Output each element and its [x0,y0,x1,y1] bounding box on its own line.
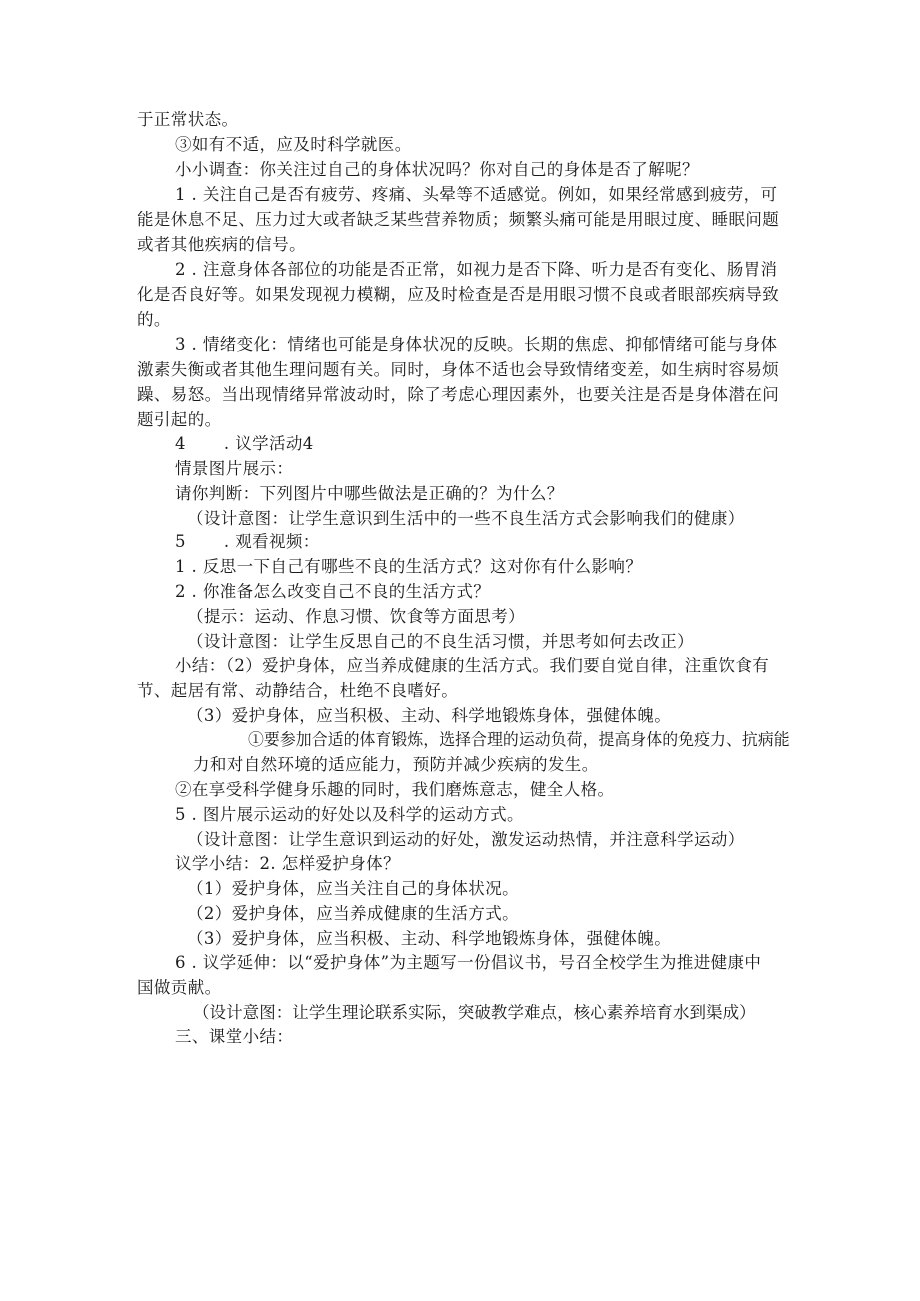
text-line: （3）爱护身体，应当积极、主动、科学地锻炼身体，强健体魄。 [187,706,672,725]
list-number: 4 [175,434,186,453]
text-line: 于正常状态。 [137,110,239,129]
text-line: （3）爱护身体，应当积极、主动、科学地锻炼身体，强健体魄。 [187,929,672,948]
text-line: 2 . 注意身体各部位的功能是否正常，如视力是否下降、听力是否有变化、肠胃消 [175,260,778,279]
text-line: 题引起的。 [137,410,222,429]
text-line [175,530,320,554]
text-line: （设计意图：让学生理论联系实际，突破教学难点，核心素养培育水到渠成） [193,1003,756,1022]
text-line: 5 . 图片展示运动的好处以及科学的运动方式。 [175,805,524,824]
text-line: （1）爱护身体，应当关注自己的身体状况。 [187,879,519,898]
text-line: 议学小结：2. 怎样爱护身体？ [175,854,400,873]
text-line: 激素失衡或者其他生理问题有关。同时，身体不适也会导致情绪变差，如生病时容易烦 [137,360,780,379]
text-line: 1 . 关注自己是否有疲劳、疼痛、头晕等不适感觉。例如，如果经常感到疲劳，可 [175,185,778,204]
text-line: 情景图片展示： [175,459,294,478]
text-line: 1 . 反思一下自己有哪些不良的生活方式？这对你有什么影响？ [175,557,643,576]
text-line [175,432,314,456]
text-line: 3 . 情绪变化：情绪也可能是身体状况的反映。长期的焦虑、抑郁情绪可能与身体 [175,335,778,354]
text-line: （设计意图：让学生反思自己的不良生活习惯，并思考如何去改正） [187,632,694,651]
text-line: （提示：运动、作息习惯、饮食等方面思考） [187,607,525,626]
list-text: . 议学活动4 [223,434,314,453]
text-line: 6 . 议学延伸：以“爱护身体”为主题写一份倡议书，号召全校学生为推进健康中 [175,953,762,972]
text-line: 或者其他疾病的信号。 [137,235,306,254]
text-line: 请你判断：下列图片中哪些做法是正确的？为什么？ [175,484,564,503]
text-line: （设计意图：让学生意识到运动的好处，激发运动热情，并注意科学运动） [187,830,745,849]
text-line: 小结：（2）爱护身体，应当养成健康的生活方式。我们要自觉自律，注重饮食有 [175,656,770,675]
text-line: 化是否良好等。如果发现视力模糊，应及时检查是否是用眼习惯不良或者眼部疾病导致 [137,285,780,304]
text-line: 力和对自然环境的适应能力，预防并减少疾病的发生。 [193,755,599,774]
section-heading: 三、课堂小结： [175,1027,294,1046]
text-line: 小小调查：你关注过自己的身体状况吗？你对自己的身体是否了解呢？ [175,160,699,179]
text-line: 国做贡献。 [137,978,222,997]
text-line: （设计意图：让学生意识到生活中的一些不良生活方式会影响我们的健康） [187,509,745,528]
text-line: ①要参加合适的体育锻炼，选择合理的运动负荷，提高身体的免疫力、抗病能 [248,730,790,749]
text-line: （2）爱护身体，应当养成健康的生活方式。 [187,904,519,923]
text-line: ②在享受科学健身乐趣的同时，我们磨炼意志，健全人格。 [175,780,615,799]
text-line: 节、起居有常、动静结合，杜绝不良嗜好。 [137,681,459,700]
text-line: 能是休息不足、压力过大或者缺乏某些营养物质；频繁头痛可能是用眼过度、睡眠问题 [137,210,780,229]
text-line: 的。 [137,310,171,329]
text-line: ③如有不适，应及时科学就医。 [175,135,412,154]
list-text: . 观看视频： [223,532,320,551]
list-number: 5 [175,532,186,551]
text-line: 2 . 你准备怎么改变自己不良的生活方式？ [175,582,491,601]
text-line: 躁、易怒。当出现情绪异常波动时，除了考虑心理因素外，也要关注是否是身体潜在问 [137,385,780,404]
